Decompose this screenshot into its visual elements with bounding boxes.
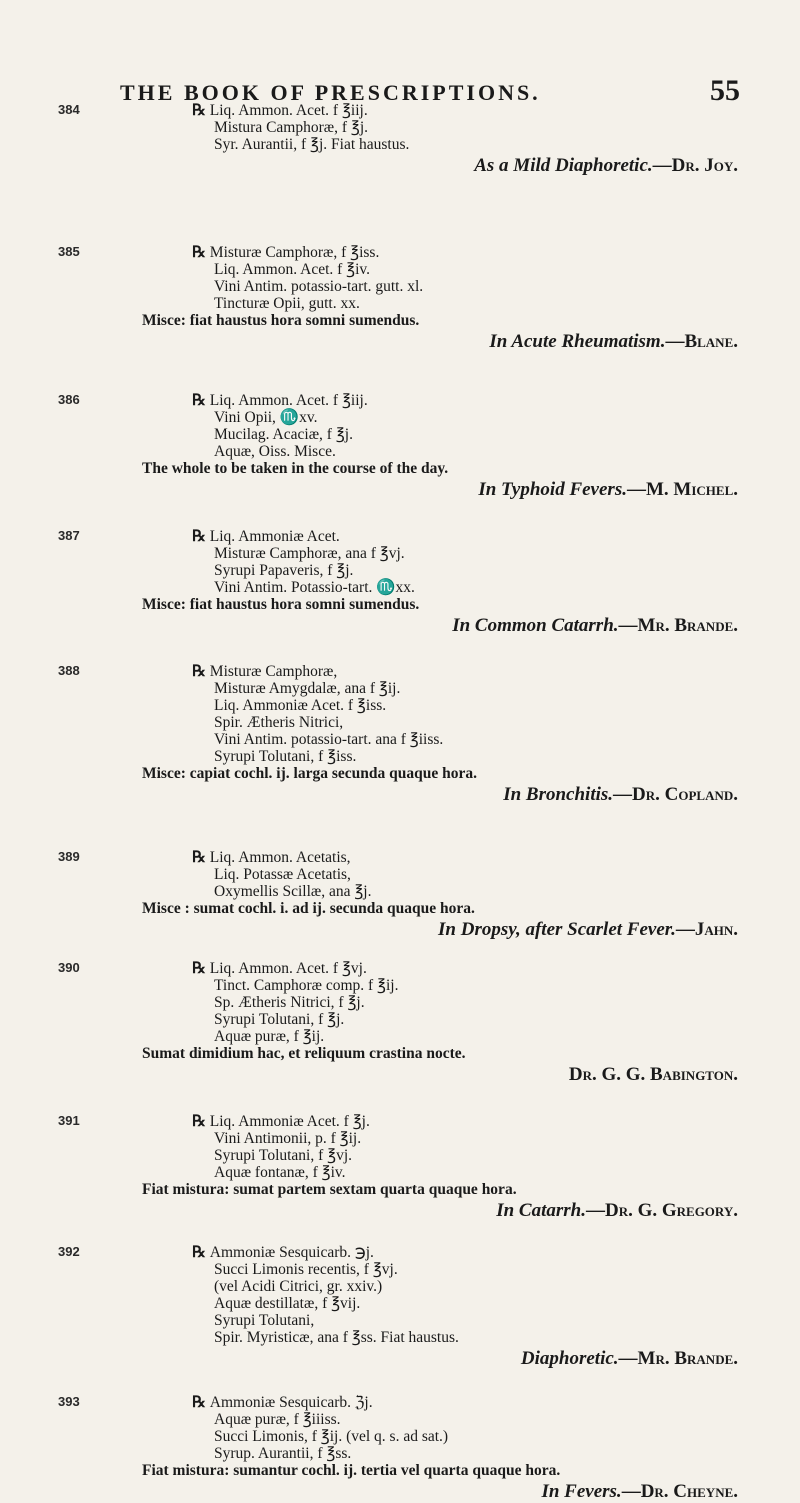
ingredient-line: Succi Limonis, f ℥ij. (vel q. s. ad sat.) — [214, 1428, 449, 1445]
prescription-attribution — [521, 1348, 738, 1370]
condition-text: Diaphoretic. — [520, 1348, 619, 1369]
condition-text: In Bronchitis. — [503, 784, 614, 805]
ingredient-line: ℞ Ammoniæ Sesquicarb. ℈j. — [192, 1244, 459, 1261]
author-text: —Mr. Brande. — [618, 1348, 738, 1369]
prescription-attribution — [503, 784, 738, 806]
ingredient-line: Spir. Myristicæ, ana f ℥ss. Fiat haustus. — [214, 1329, 459, 1346]
prescription-number: 390 — [58, 960, 80, 975]
ingredient-line: Tincturæ Opii, gutt. xx. — [214, 295, 360, 312]
prescription-attribution — [496, 1200, 738, 1222]
ingredient-line: Oxymellis Scillæ, ana ℥j. — [214, 883, 372, 900]
prescription-attribution — [489, 331, 738, 353]
ingredient-line: Liq. Ammon. Acet. f ℥iv. — [214, 261, 371, 278]
prescription-number: 388 — [58, 663, 80, 678]
ingredient-line: Mucilag. Acaciæ, f ℥j. — [214, 426, 353, 443]
author-text: —Dr. Cheyne. — [621, 1481, 738, 1502]
ingredient-line: Aquæ destillatæ, f ℥vij. — [214, 1295, 361, 1312]
ingredient-line: Aquæ, Oiss. Misce. — [214, 443, 336, 460]
prescription-attribution — [452, 615, 738, 637]
prescription-number: 386 — [58, 392, 80, 407]
prescription-number: 385 — [58, 244, 80, 259]
ingredient-line: Syrupi Tolutani, — [214, 1312, 315, 1329]
prescription-number: 387 — [58, 528, 80, 543]
condition-text: As a Mild Diaphoretic. — [474, 155, 653, 176]
ingredient-line: Aquæ puræ, f ℥ij. — [214, 1028, 325, 1045]
prescription-attribution — [478, 479, 738, 501]
prescription-attribution — [569, 1064, 738, 1086]
condition-text: In Catarrh. — [496, 1200, 586, 1221]
author-text: —Jahn. — [675, 919, 738, 940]
prescription-lines — [192, 102, 409, 153]
prescription-number: 392 — [58, 1244, 80, 1259]
ingredient-line: Liq. Ammoniæ Acet. f ℥iss. — [214, 697, 387, 714]
condition-text: In Typhoid Fevers. — [478, 479, 627, 500]
ingredient-line: Aquæ fontanæ, f ℥iv. — [214, 1164, 346, 1181]
ingredient-line: Mistura Camphoræ, f ℥j. — [214, 119, 369, 136]
ingredient-line: Vini Opii, ♏xv. — [214, 409, 318, 426]
condition-text: In Fevers. — [541, 1481, 622, 1502]
prescription-attribution — [541, 1481, 738, 1503]
ingredient-line: Syrupi Tolutani, f ℥vj. — [214, 1147, 353, 1164]
ingredient-line: ℞ Liq. Ammon. Acet. f ℥iij. — [192, 102, 409, 119]
ingredient-line: Vini Antimonii, p. f ℥ij. — [214, 1130, 362, 1147]
prescription-lines — [142, 244, 424, 329]
ingredient-line: Liq. Potassæ Acetatis, — [214, 866, 351, 883]
ingredient-line: ℞ Liq. Ammon. Acet. f ℥vj. — [192, 960, 466, 977]
prescription-lines — [142, 392, 449, 477]
author-text: —Dr. Copland. — [613, 784, 738, 805]
prescription-attribution — [474, 155, 738, 177]
prescription-lines — [142, 1394, 561, 1479]
ingredient-line: Misturæ Amygdalæ, ana f ℥ij. — [214, 680, 401, 697]
ingredient-line: ℞ Liq. Ammoniæ Acet. f ℥j. — [192, 1113, 517, 1130]
ingredient-line: Tinct. Camphoræ comp. f ℥ij. — [214, 977, 399, 994]
ingredient-line: ℞ Misturæ Camphoræ, f ℥iss. — [192, 244, 423, 261]
ingredient-line: Aquæ puræ, f ℥iiiss. — [214, 1411, 341, 1428]
prescription-direction: Misce : sumat cochl. i. ad ij. secunda quaque hora. — [142, 900, 475, 917]
prescription-direction: Misce: fiat haustus hora somni sumendus. — [142, 312, 420, 329]
prescription-direction: Misce: fiat haustus hora somni sumendus. — [142, 596, 420, 613]
ingredient-line: Syrup. Aurantii, f ℥ss. — [214, 1445, 352, 1462]
ingredient-line: Vini Antim. potassio-tart. gutt. xl. — [214, 278, 424, 295]
author-text: Dr. G. G. Babington. — [568, 1064, 738, 1085]
author-text: —Mr. Brande. — [618, 615, 738, 636]
prescription-lines — [142, 663, 477, 782]
ingredient-line: ℞ Misturæ Camphoræ, — [192, 663, 477, 680]
ingredient-line: Sp. Ætheris Nitrici, f ℥j. — [214, 994, 365, 1011]
ingredient-line: ℞ Liq. Ammon. Acetatis, — [192, 849, 475, 866]
prescription-lines — [192, 1244, 459, 1346]
prescription-lines — [142, 960, 466, 1062]
prescription-attribution — [438, 919, 738, 941]
author-text: —Blane. — [665, 331, 738, 352]
prescription-number: 384 — [58, 102, 80, 117]
author-text: —M. Michel. — [626, 479, 738, 500]
condition-text: In Acute Rheumatism. — [489, 331, 666, 352]
ingredient-line: (vel Acidi Citrici, gr. xxiv.) — [214, 1278, 383, 1295]
condition-text: In Common Catarrh. — [452, 615, 619, 636]
author-text: —Dr. G. Gregory. — [585, 1200, 738, 1221]
ingredient-line: Vini Antim. potassio-tart. ana f ℥iiss. — [214, 731, 444, 748]
prescription-lines — [142, 1113, 517, 1198]
ingredient-line: Succi Limonis recentis, f ℥vj. — [214, 1261, 398, 1278]
ingredient-line: Syrupi Tolutani, f ℥iss. — [214, 748, 357, 765]
ingredient-line: ℞ Liq. Ammoniæ Acet. — [192, 528, 419, 545]
prescription-direction: Fiat mistura: sumat partem sextam quarta quaque hora. — [142, 1181, 517, 1198]
ingredient-line: Vini Antim. Potassio-tart. ♏xx. — [214, 579, 415, 596]
ingredient-line: ℞ Ammoniæ Sesquicarb. ℨj. — [192, 1394, 560, 1411]
running-title: THE BOOK OF PRESCRIPTIONS. — [120, 80, 541, 105]
ingredient-line: ℞ Liq. Ammon. Acet. f ℥iij. — [192, 392, 448, 409]
ingredient-line: Syrupi Tolutani, f ℥j. — [214, 1011, 345, 1028]
ingredient-line: Syr. Aurantii, f ℥j. Fiat haustus. — [214, 136, 410, 153]
prescription-lines — [142, 849, 475, 917]
prescription-direction: Misce: capiat cochl. ij. larga secunda quaque hora. — [142, 765, 477, 782]
condition-text: In Dropsy, after Scarlet Fever. — [438, 919, 676, 940]
ingredient-line: Spir. Ætheris Nitrici, — [214, 714, 344, 731]
prescription-number: 391 — [58, 1113, 80, 1128]
ingredient-line: Syrupi Papaveris, f ℥j. — [214, 562, 354, 579]
prescription-number: 393 — [58, 1394, 80, 1409]
prescription-direction: Sumat dimidium hac, et reliquum crastina nocte. — [142, 1045, 466, 1062]
prescription-direction: The whole to be taken in the course of the day. — [142, 460, 449, 477]
prescription-lines — [142, 528, 420, 613]
page-number: 55 — [710, 74, 740, 107]
ingredient-line: Misturæ Camphoræ, ana f ℥vj. — [214, 545, 405, 562]
prescription-number: 389 — [58, 849, 80, 864]
author-text: —Dr. Joy. — [652, 155, 738, 176]
prescription-direction: Fiat mistura: sumantur cochl. ij. tertia vel quarta quaque hora. — [142, 1462, 561, 1479]
